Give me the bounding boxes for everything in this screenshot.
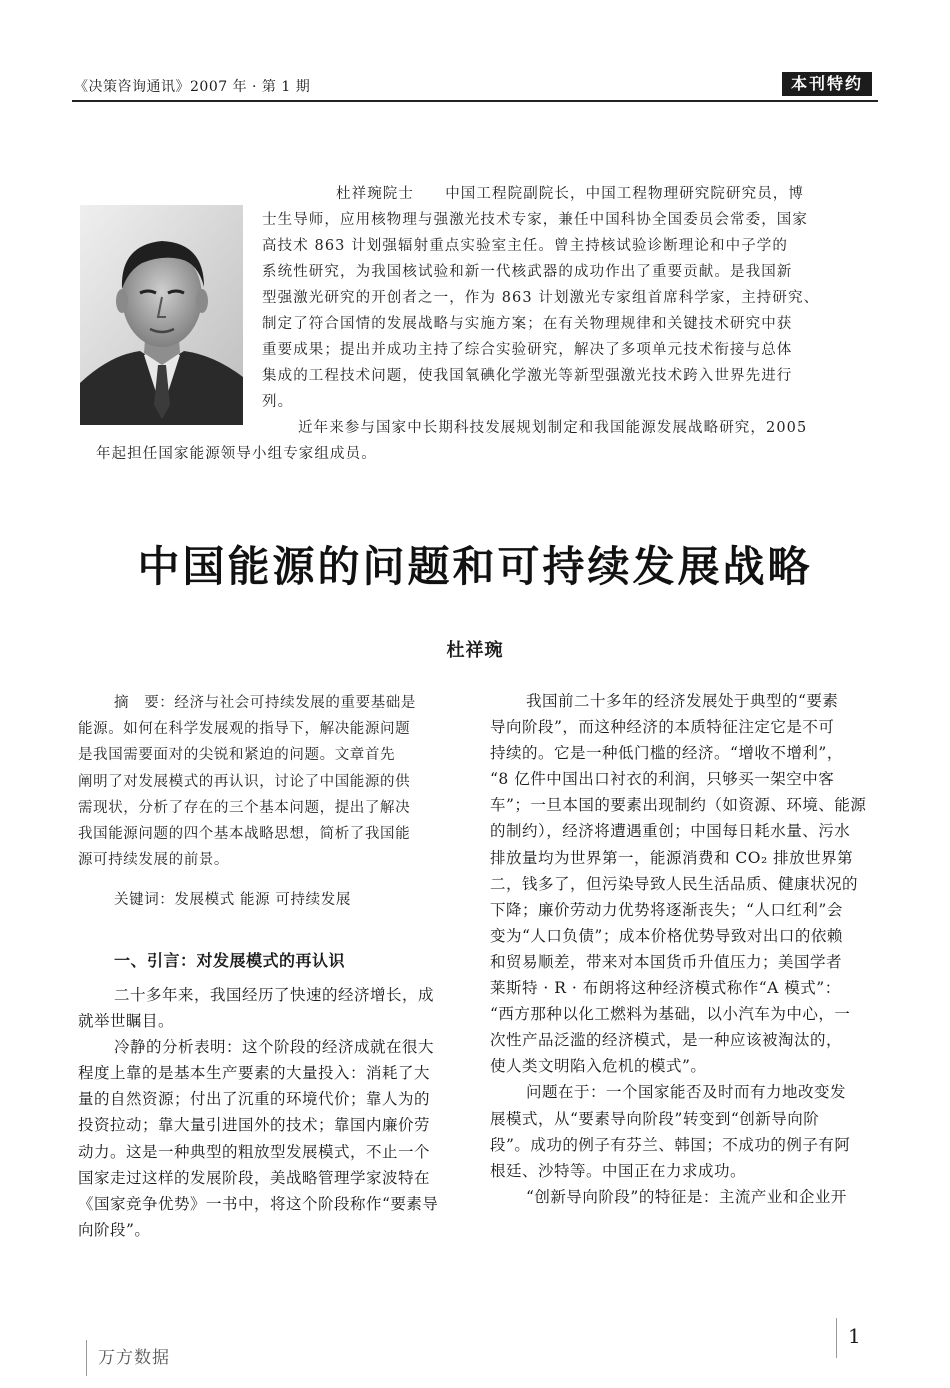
body-line: 使人类文明陷入危机的模式”。 xyxy=(490,1057,707,1076)
body-line: 展模式，从“要素导向阶段”转变到“创新导向阶 xyxy=(490,1109,820,1128)
author-portrait xyxy=(80,205,243,425)
body-line: “西方那种以化工燃料为基础，以小汽车为中心，一 xyxy=(490,1005,851,1024)
abstract-line: 源可持续发展的前景。 xyxy=(78,852,229,869)
abstract xyxy=(78,690,460,873)
bio-line: 集成的工程技术问题，使我国氧碘化学激光等新型强激光技术跨入世界先进行 xyxy=(262,368,793,384)
body-line: 段”。成功的例子有芬兰、韩国；不成功的例子有阿 xyxy=(490,1135,851,1154)
page-number: 1 xyxy=(848,1324,861,1348)
body-line: 莱斯特 · R · 布朗将这种经济模式称作“A 模式”： xyxy=(490,979,841,998)
body-line: 动力。这是一种典型的粗放型发展模式，不止一个 xyxy=(78,1142,431,1161)
article-author: 杜祥琬 xyxy=(446,640,504,661)
abstract-line: 我国能源问题的四个基本战略思想，简析了我国能 xyxy=(78,826,411,843)
body-line: 车”；一旦本国的要素出现制约（如资源、环境、能源 xyxy=(490,796,867,815)
right-body xyxy=(490,688,875,1210)
body-line: 和贸易顺差，带来对本国货币升值压力；美国学者 xyxy=(490,952,843,971)
body-line: 变为“人口负债”；成本价格优势导致对出口的依赖 xyxy=(490,926,843,945)
header-rule xyxy=(72,100,878,102)
abstract-line: 摘 要：经济与社会可持续发展的重要基础是 xyxy=(114,695,416,711)
body-line: 投资拉动；靠大量引进国外的技术；靠国内廉价劳 xyxy=(78,1116,431,1135)
abstract-line: 需现状，分析了存在的三个基本问题，提出了解决 xyxy=(78,799,411,816)
journal-issue-line: 《决策咨询通讯》2007 年 · 第 1 期 xyxy=(74,79,311,95)
footer-rule-left xyxy=(86,1340,87,1376)
footer-rule-right xyxy=(836,1318,837,1358)
bio-line: 列。 xyxy=(262,394,294,410)
abstract-line: 是我国需要面对的尖锐和紧迫的问题。文章首先 xyxy=(78,747,396,764)
watermark: 万方数据 xyxy=(98,1348,170,1368)
bio-line: 年起担任国家能源领导小组专家组成员。 xyxy=(96,446,377,462)
body-line: 国家走过这样的发展阶段，美战略管理学家波特在 xyxy=(78,1168,431,1187)
body-line: 我国前二十多年的经济发展处于典型的“要素 xyxy=(526,692,839,710)
body-line: 次性产品泛滥的经济模式，是一种应该被淘汰的， xyxy=(490,1031,843,1050)
column-tag: 本刊特约 xyxy=(782,72,872,96)
bio-line: 制定了符合国情的发展战略与实施方案；在有关物理规律和关键技术研究中获 xyxy=(262,316,793,332)
body-line: 《国家竞争优势》一书中，将这个阶段称作“要素导 xyxy=(78,1194,439,1213)
body-line: 导向阶段”，而这种经济的本质特征注定它是不可 xyxy=(490,718,835,737)
body-line: 根廷、沙特等。中国正在力求成功。 xyxy=(490,1161,747,1180)
bio-line: 杜祥琬院士 中国工程院副院长，中国工程物理研究院研究员，博 xyxy=(336,186,804,202)
abstract-line: 阐明了对发展模式的再认识，讨论了中国能源的供 xyxy=(78,773,411,790)
body-line: 的制约），经济将遭遇重创；中国每日耗水量、污水 xyxy=(490,822,851,841)
body-line: 持续的。它是一种低门槛的经济。“增收不增利”， xyxy=(490,744,843,763)
body-line: 量的自然资源；付出了沉重的环境代价；靠人为的 xyxy=(78,1090,431,1109)
body-line: 程度上靠的是基本生产要素的大量投入：消耗了大 xyxy=(78,1064,431,1083)
section-heading: 一、引言：对发展模式的再认识 xyxy=(114,951,346,970)
body-line: 就举世瞩目。 xyxy=(78,1012,175,1031)
body-line: 向阶段”。 xyxy=(78,1220,151,1239)
abstract-line: 能源。如何在科学发展观的指导下，解决能源问题 xyxy=(78,721,411,738)
body-line: 问题在于：一个国家能否及时而有力地改变发 xyxy=(526,1083,847,1102)
body-line: 冷静的分析表明：这个阶段的经济成就在很大 xyxy=(114,1038,435,1057)
body-line: “创新导向阶段”的特征是：主流产业和企业开 xyxy=(526,1187,847,1206)
body-line: 二十多年来，我国经历了快速的经济增长，成 xyxy=(114,986,435,1004)
bio-line: 型强激光研究的开创者之一，作为 863 计划激光专家组首席科学家，主持研究、 xyxy=(262,290,820,306)
body-line: 排放量均为世界第一，能源消费和 CO₂ 排放世界第 xyxy=(490,848,854,867)
keywords: 关键词：发展模式 能源 可持续发展 xyxy=(114,892,351,908)
bio-line: 高技术 863 计划强辐射重点实验室主任。曾主持核试验诊断理论和中子学的 xyxy=(262,238,788,254)
left-body xyxy=(78,982,460,1243)
portrait-illustration xyxy=(80,205,243,425)
bio-line: 重要成果；提出并成功主持了综合实验研究，解决了多项单元技术衔接与总体 xyxy=(262,342,793,358)
bio-line: 系统性研究，为我国核试验和新一代核武器的成功作出了重要贡献。是我国新 xyxy=(262,264,793,280)
bio-line: 士生导师，应用核物理与强激光技术专家，兼任中国科协全国委员会常委，国家 xyxy=(262,212,808,228)
bio-line: 近年来参与国家中长期科技发展规划制定和我国能源发展战略研究，2005 xyxy=(298,420,808,436)
body-line: 二，钱多了，但污染导致人民生活品质、健康状况的 xyxy=(490,874,859,893)
body-line: “8 亿件中国出口衬衣的利润，只够买一架空中客 xyxy=(490,770,835,789)
article-title: 中国能源的问题和可持续发展战略 xyxy=(137,542,813,591)
body-line: 下降；廉价劳动力优势将逐渐丧失；“人口红利”会 xyxy=(490,900,843,919)
